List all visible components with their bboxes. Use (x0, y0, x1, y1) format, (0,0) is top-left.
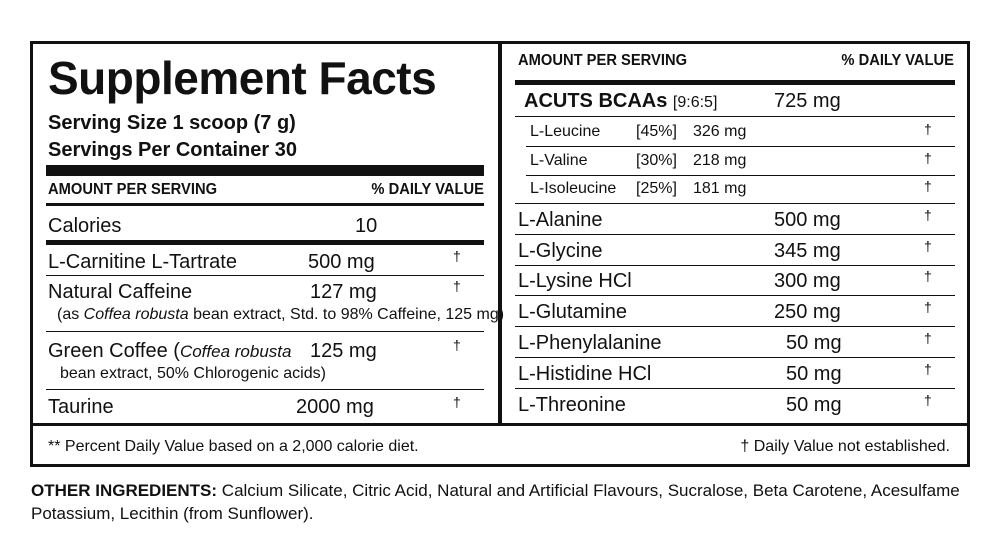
carnitine-amount: 500 mg (308, 251, 375, 273)
valine-amount: 218 mg (693, 152, 747, 169)
leucine-name: L-Leucine (530, 123, 601, 140)
bcaa-ratio: [9:6:5] (672, 94, 718, 111)
bcaa-label: ACUTS BCAAs (524, 90, 668, 112)
row-rule (515, 203, 955, 204)
caffeine-note (57, 307, 504, 323)
row-rule (515, 234, 955, 235)
phenylalanine-amount: 50 mg (786, 332, 842, 354)
servings-per-container: Servings Per Container 30 (48, 139, 297, 161)
glycine-name: L-Glycine (518, 240, 603, 262)
serving-size: Serving Size 1 scoop (7 g) (48, 112, 296, 134)
green-coffee-note: bean extract, 50% Chlorogenic acids) (60, 365, 326, 382)
histidine-amount: 50 mg (786, 363, 842, 385)
phenylalanine-dv: † (924, 330, 932, 346)
caffeine-dv: † (453, 278, 461, 294)
column-divider (498, 41, 502, 426)
lysine-amount: 300 mg (774, 270, 841, 292)
header-rule (46, 203, 484, 206)
isoleucine-amount: 181 mg (693, 180, 747, 197)
other-ingredients (31, 479, 976, 525)
green-coffee-species: Coffea robusta (179, 342, 292, 361)
carnitine-dv: † (453, 248, 461, 264)
threonine-dv: † (924, 392, 932, 408)
glycine-amount: 345 mg (774, 240, 841, 262)
valine-pct: [30%] (636, 152, 677, 169)
calories-rule (46, 240, 484, 245)
lysine-dv: † (924, 268, 932, 284)
footer-divider (30, 423, 970, 426)
caffeine-name: Natural Caffeine (48, 281, 193, 303)
isoleucine-dv: † (924, 178, 932, 194)
glutamine-dv: † (924, 299, 932, 315)
isoleucine-pct: [25%] (636, 180, 677, 197)
green-coffee-dv: † (453, 337, 461, 353)
right-header-dv: % DAILY VALUE (841, 52, 954, 69)
green-coffee-label: Green Coffee ( (48, 340, 180, 362)
threonine-name: L-Threonine (518, 394, 626, 416)
caffeine-note-prefix: (as (57, 306, 84, 323)
bcaa-amount: 725 mg (774, 90, 841, 112)
taurine-amount: 2000 mg (296, 396, 374, 418)
right-header-rule (515, 80, 955, 85)
calories-label: Calories (48, 215, 122, 237)
left-header-amount: AMOUNT PER SERVING (48, 181, 218, 198)
carnitine-name: L-Carnitine L-Tartrate (48, 251, 237, 273)
valine-name: L-Valine (530, 152, 588, 169)
row-rule (515, 116, 955, 117)
lysine-name: L-Lysine HCl (518, 270, 632, 292)
bcaa-name (524, 91, 717, 111)
footnote-not-established: † Daily Value not established. (740, 438, 950, 455)
panel-title: Supplement Facts (48, 52, 437, 104)
caffeine-note-species: Coffea robusta (83, 306, 189, 323)
footnote-daily-value: ** Percent Daily Value based on a 2,000 calorie diet. (48, 438, 419, 455)
green-coffee-name (48, 341, 291, 361)
row-rule (526, 146, 955, 147)
leucine-pct: [45%] (636, 123, 677, 140)
row-rule (515, 388, 955, 389)
thick-rule (46, 165, 484, 176)
alanine-amount: 500 mg (774, 209, 841, 231)
histidine-name: L-Histidine HCl (518, 363, 652, 385)
alanine-name: L-Alanine (518, 209, 603, 231)
other-ingredients-label: OTHER INGREDIENTS: (31, 481, 218, 500)
caffeine-amount: 127 mg (310, 281, 377, 303)
row-rule (526, 175, 955, 176)
taurine-dv: † (453, 394, 461, 410)
taurine-name: Taurine (48, 396, 114, 418)
row-rule (515, 357, 955, 358)
isoleucine-name: L-Isoleucine (530, 180, 617, 197)
other-ingredients-text: Calcium Silicate, Citric Acid, Natural and Artificial Flavours, Sucralose, Beta Carotene, Acesulfame Potassium, Lecithin (from Sunflower). (31, 481, 960, 523)
leucine-dv: † (924, 121, 932, 137)
row-rule (515, 295, 955, 296)
row-rule (46, 331, 484, 332)
caffeine-note-suffix: bean extract, Std. to 98% Caffeine, 125 mg) (188, 306, 505, 323)
phenylalanine-name: L-Phenylalanine (518, 332, 662, 354)
alanine-dv: † (924, 207, 932, 223)
glutamine-amount: 250 mg (774, 301, 841, 323)
threonine-amount: 50 mg (786, 394, 842, 416)
leucine-amount: 326 mg (693, 123, 747, 140)
left-header-dv: % DAILY VALUE (371, 181, 484, 198)
row-rule (515, 326, 955, 327)
calories-value: 10 (355, 215, 378, 237)
histidine-dv: † (924, 361, 932, 377)
glycine-dv: † (924, 238, 932, 254)
right-header-amount: AMOUNT PER SERVING (518, 52, 688, 69)
row-rule (515, 265, 955, 266)
valine-dv: † (924, 150, 932, 166)
glutamine-name: L-Glutamine (518, 301, 627, 323)
row-rule (46, 275, 484, 276)
green-coffee-amount: 125 mg (310, 340, 377, 362)
row-rule (46, 389, 484, 390)
